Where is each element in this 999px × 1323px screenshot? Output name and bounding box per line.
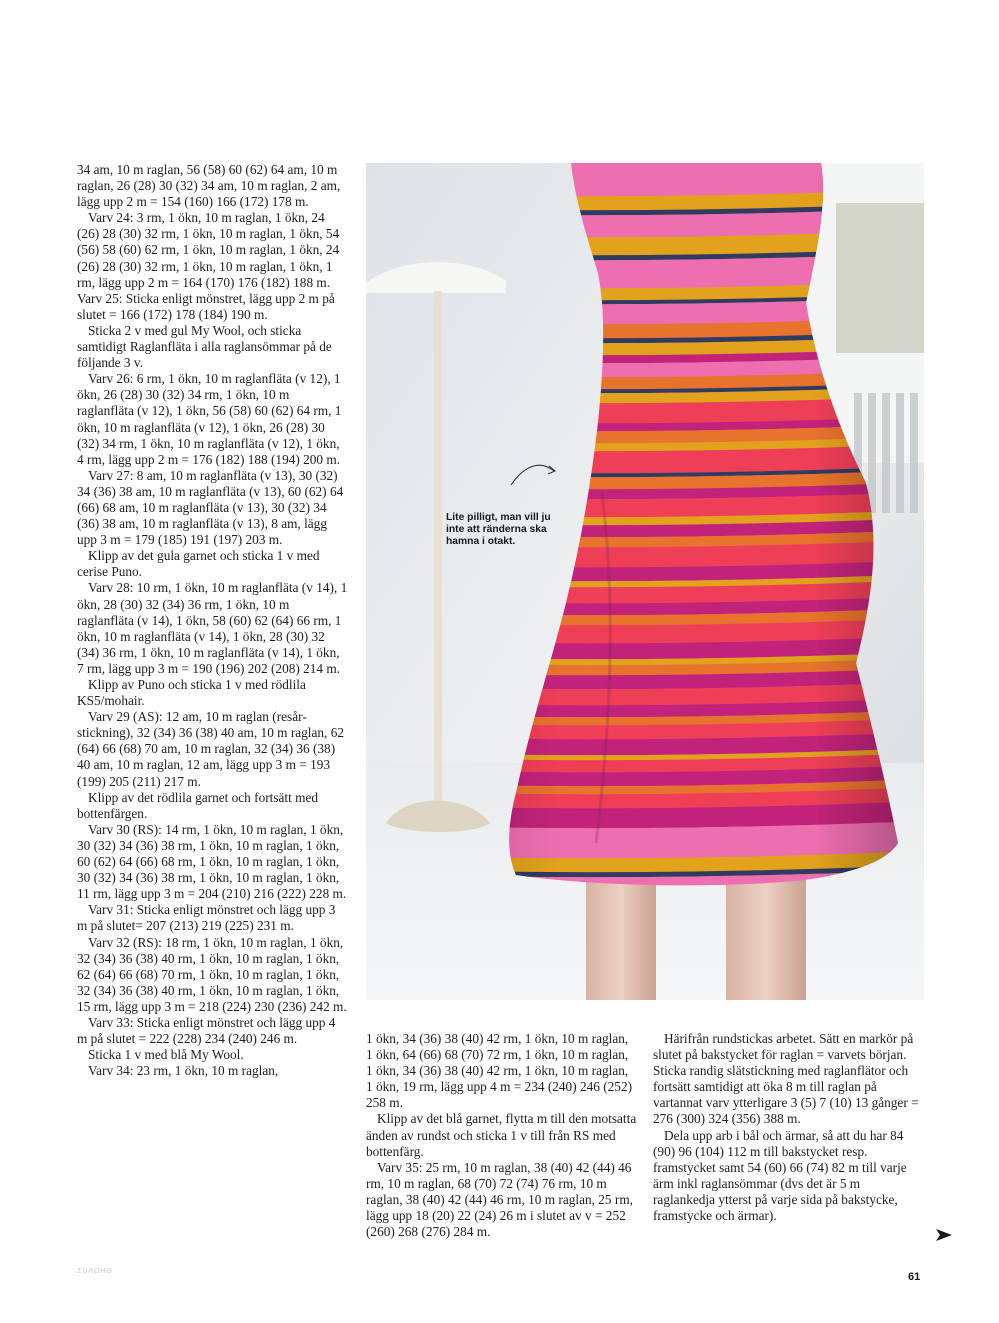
striped-dress-illustration [366, 163, 924, 1000]
paragraph: Varv 34: 23 rm, 1 ökn, 10 m raglan, [88, 1063, 279, 1079]
dress-photo [366, 163, 924, 1000]
photo-annotation: Lite pilligt, man vill ju inte att ränderna ska hamna i otakt. [446, 512, 551, 547]
paragraph: Klipp av Puno och sticka 1 v med rödlila KS5/mohair. [77, 677, 306, 709]
page-number: 61 [908, 1271, 921, 1283]
paragraph: Varv 33: Sticka enligt mönstret och lägg upp 4 m på slutet = 222 (228) 234 (240) 246 m. [77, 1014, 336, 1047]
paragraph: Sticka 1 v med blå My Wool. [88, 1047, 244, 1063]
paragraph: Klipp av det blå garnet, flytta m till den motsatta änden av rundst och sticka 1 v till från RS med bottenfärg. [366, 1111, 637, 1159]
paragraph: Varv 26: 6 rm, 1 ökn, 10 m raglanfläta (v 12), 1 ökn, 26 (28) 30 (32) 34 rm, 1 ökn, 10 m raglanfläta (v 12), 1 ökn, 56 (58) 60 (62) 64 rm, 1 ökn, 10 m raglanfläta (v 12), 1 ökn, 26 (28) 30 (32) 34 rm, 1 ökn, 10 m raglanfläta (v 12), 1 ökn, 4 rm, lägg upp 2 m = 176 (182) 188 (194) 200 m. [77, 371, 342, 467]
paragraph: 34 am, 10 m raglan, 56 (58) 60 (62) 64 am, 10 m raglan, 26 (28) 30 (32) 34 am, 10 m raglan, 2 am, lägg upp 2 m = 154 (160) 166 (172) 178 m. [77, 162, 341, 210]
text-column-3 [653, 1031, 925, 1224]
paragraph: Varv 31: Sticka enligt mönstret och lägg upp 3 m på slutet= 207 (213) 219 (225) 231 m. [77, 902, 336, 934]
paragraph: Varv 28: 10 rm, 1 ökn, 10 m raglanfläta (v 14), 1 ökn, 28 (30) 32 (34) 36 rm, 1 ökn, 10 m raglanfläta (v 14), 1 ökn, 58 (60) 62 (64) 66 rm, 1 ökn, 10 m raglanfläta (v 14), 1 ökn, 28 (30) 32 (34) 36 rm, 1 ökn, 10 m raglanfläta (v 14), 1 ökn, 7 rm, lägg upp 3 m = 190 (196) 202 (208) 214 m. [77, 580, 348, 676]
paragraph: Klipp av det gula garnet och sticka 1 v med cerise Puno. [77, 548, 320, 580]
text-column-2 [366, 1031, 638, 1240]
paragraph: Varv 35: 25 rm, 10 m raglan, 38 (40) 42 (44) 46 rm, 10 m raglan, 68 (70) 72 (74) 76 rm, 10 m raglan, 38 (40) 42 (44) 46 rm, 10 m raglan, 25 rm, lägg upp 18 (20) 22 (24) 26 m i slutet av v = 252 (260) 268 (276) 284 m. [366, 1159, 633, 1240]
paragraph: Varv 24: 3 rm, 1 ökn, 10 m raglan, 1 ökn, 24 (26) 28 (30) 32 rm, 1 ökn, 10 m raglan, 1 ökn, 54 (56) 58 (60) 62 rm, 1 ökn, 10 m raglan, 1 ökn, 24 (26) 28 (30) 32 rm, 1 ökn, 10 m raglan, 1 ökn, 1 rm, lägg upp 2 m = 164 (170) 176 (182) 188 m. Varv 25: Sticka enligt mönstret, lägg upp 2 m på slutet = 166 (172) 178 (184) 190 m. [77, 210, 340, 322]
paragraph: Varv 29 (AS): 12 am, 10 m raglan (resårstickning), 32 (34) 36 (38) 40 am, 10 m raglan, 62 (64) 66 (68) 70 am, 10 m raglan, 32 (34) 36 (38) 40 am, 10 m raglan, 12 am, lägg upp 3 m = 193 (199) 205 (211) 217 m. [77, 709, 344, 789]
paragraph: 1 ökn, 34 (36) 38 (40) 42 rm, 1 ökn, 10 m raglan, 1 ökn, 64 (66) 68 (70) 72 rm, 1 ökn, 10 m raglan, 1 ökn, 34 (36) 38 (40) 42 rm, 1 ökn, 10 m raglan, 1 ökn, 19 rm, lägg upp 4 m = 234 (240) 246 (252) 258 m. [366, 1031, 633, 1111]
paragraph: Härifrån rundstickas arbetet. Sätt en markör på slutet på bakstycket för raglan = varvets början. Sticka randig slätstickning med raglanflätor och fortsätt samtidigt att öka 8 m till raglan på vartannat varv ytterligare 3 (5) 7 (10) 13 gånger = 276 (300) 324 (356) 388 m. [653, 1031, 919, 1127]
arrowhead-right-icon [934, 1228, 954, 1242]
paragraph: Varv 32 (RS): 18 rm, 1 ökn, 10 m raglan, 1 ökn, 32 (34) 36 (38) 40 rm, 1 ökn, 10 m raglan, 1 ökn, 62 (64) 66 (68) 70 rm, 1 ökn, 10 m raglan, 1 ökn, 32 (34) 36 (38) 40 rm, 1 ökn, 10 m raglan, 1 ökn, 15 rm, lägg upp 3 m = 218 (224) 230 (236) 242 m. [77, 934, 347, 1014]
paragraph: Klipp av det rödlila garnet och fortsätt med bottenfärgen. [77, 789, 319, 821]
paragraph: Sticka 2 v med gul My Wool, och sticka samtidigt Raglanfläta i alla raglansömmar på de följande 3 v. [77, 322, 332, 371]
footer-logo: ΣUΛΩΗΘ [77, 1268, 113, 1275]
paragraph: Varv 27: 8 am, 10 m raglanfläta (v 13), 30 (32) 34 (36) 38 am, 10 m raglanfläta (v 13), 60 (62) 64 (66) 68 am, 10 m raglanfläta (v 13), 30 (32) 34 (36) 38 am, 10 m raglanfläta (v 13), 8 am, lägg upp 3 m = 179 (185) 191 (197) 203 m. [77, 467, 344, 548]
paragraph: Dela upp arb i bål och ärmar, så att du har 84 (90) 96 (104) 112 m till bakstycket resp. framstycket samt 54 (60) 66 (74) 82 m till varje ärm inkl raglansömmar (dvs det är 5 m raglankedja ytterst på varje sida på bakstycke, framstycke och ärmar). [653, 1127, 907, 1224]
paragraph: Varv 30 (RS): 14 rm, 1 ökn, 10 m raglan, 1 ökn, 30 (32) 34 (36) 38 rm, 1 ökn, 10 m raglan, 1 ökn, 60 (62) 64 (66) 68 rm, 1 ökn, 10 m raglan, 1 ökn, 30 (32) 34 (36) 38 rm, 1 ökn, 10 m raglan, 1 ökn, 11 rm, lägg upp 3 m = 204 (210) 216 (222) 228 m. [77, 821, 347, 902]
text-column-1 [77, 162, 349, 1079]
